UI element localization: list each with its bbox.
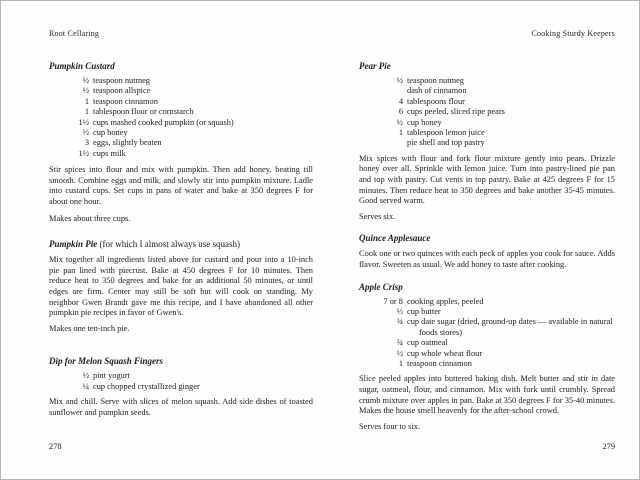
ingredient-quantity: 6 — [398, 107, 403, 117]
ingredient-row — [63, 107, 313, 117]
ingredient-row — [373, 297, 615, 307]
page-number-right: 279 — [602, 442, 615, 451]
recipe-title — [49, 61, 313, 72]
ingredient-list — [63, 371, 313, 392]
ingredient-quantity: 7 or 8 — [383, 296, 403, 306]
recipe-title — [359, 233, 615, 244]
ingredient-list — [373, 76, 615, 149]
ingredient-name: teaspoon nutmeg — [407, 76, 464, 85]
ingredient-row — [373, 86, 615, 96]
ingredient-row — [373, 307, 615, 317]
ingredient-list — [373, 297, 615, 370]
ingredient-quantity: 3 — [84, 138, 89, 148]
recipe-title — [49, 239, 313, 250]
ingredient-quantity: ½ — [82, 86, 89, 96]
ingredient-name: cups peeled, sliced ripe pears — [407, 107, 505, 117]
ingredient-name: teaspoon cinnamon — [407, 359, 472, 369]
recipe-apple-crisp — [359, 282, 615, 433]
recipe-pear-pie — [359, 61, 615, 222]
ingredient-quantity — [373, 86, 403, 96]
ingredient-row — [373, 349, 615, 359]
ingredient-name: teaspoon allspice — [93, 86, 151, 96]
ingredient-row — [63, 97, 313, 107]
ingredient-row — [63, 382, 313, 392]
ingredient-name: tablespoon flour or cornstarch — [93, 107, 194, 117]
ingredient-row — [373, 76, 615, 86]
recipe-quince-applesauce — [359, 233, 615, 270]
recipe-dip-melon-squash — [49, 356, 313, 418]
ingredient-name: cup chopped crystallized ginger — [93, 381, 200, 391]
ingredient-name: pint yogurt — [93, 371, 130, 381]
ingredient-quantity: ¼ — [82, 381, 89, 391]
ingredient-quantity: ¾ — [396, 338, 403, 348]
ingredient-name: cup whole wheat flour — [407, 348, 483, 358]
ingredient-row — [63, 149, 313, 159]
ingredient-row — [373, 128, 615, 138]
ingredient-row — [373, 317, 615, 338]
ingredient-quantity: ½ — [396, 76, 403, 85]
ingredient-name: tablespoons flour — [407, 96, 465, 106]
ingredient-name: cup oatmeal — [407, 338, 448, 348]
ingredient-quantity: 4 — [398, 96, 403, 106]
ingredient-list — [63, 76, 313, 159]
running-head-right: Cooking Sturdy Keepers — [531, 29, 615, 38]
page-number-left: 278 — [49, 442, 62, 451]
ingredient-quantity: 1 — [84, 96, 89, 106]
recipe-title-text: Pumpkin Custard — [49, 61, 115, 71]
page-right — [359, 29, 615, 432]
ingredient-name: cup butter — [407, 307, 441, 316]
recipe-title-text: Quince Applesauce — [359, 233, 431, 244]
recipe-title — [359, 282, 615, 293]
ingredient-quantity: ½ — [82, 371, 89, 381]
ingredient-row — [63, 138, 313, 148]
ingredient-name: cups milk — [93, 148, 126, 158]
ingredient-quantity — [373, 138, 403, 148]
recipe-title-text: Dip for Melon Squash Fingers — [49, 356, 164, 367]
recipe-directions: Cook one or two quinces with each peck of apples you cook for sauce. Adds flavor. Sweeten as usual. We add honey to taste after cooking. — [359, 249, 615, 269]
ingredient-quantity: ⅓ — [396, 307, 403, 316]
ingredient-row — [373, 118, 615, 128]
ingredient-name: dash of cinnamon — [407, 86, 467, 96]
ingredient-row — [63, 76, 313, 86]
ingredient-quantity: 1½ — [78, 148, 89, 158]
ingredient-quantity: ½ — [82, 128, 89, 138]
ingredient-quantity: ¾ — [396, 317, 403, 327]
ingredient-name: teaspoon cinnamon — [93, 96, 158, 106]
recipe-yield: Makes one ten-inch pie. — [49, 323, 130, 333]
page-left — [49, 29, 313, 418]
ingredient-name: teaspoon nutmeg — [93, 76, 150, 85]
ingredient-name: cup honey — [93, 128, 128, 138]
recipe-title — [359, 61, 615, 72]
ingredient-name: cup date sugar (dried, ground-up dates — available in natural foods stores) — [407, 317, 613, 337]
ingredient-row — [373, 359, 615, 369]
recipe-yield: Makes about three cups. — [49, 213, 131, 223]
ingredient-row — [63, 128, 313, 138]
ingredient-quantity: ½ — [396, 117, 403, 127]
recipe-title-text: Apple Crisp — [359, 281, 403, 292]
ingredient-name: pie shell and top pastry — [407, 138, 485, 148]
ingredient-quantity: ½ — [396, 348, 403, 358]
ingredient-name: cups mashed cooked pumpkin (or squash) — [93, 117, 234, 127]
ingredient-quantity: 1 — [398, 359, 403, 369]
ingredient-row — [373, 338, 615, 348]
recipe-title — [49, 356, 313, 367]
recipe-title-note: (for which I almost always use squash) — [97, 239, 240, 250]
recipe-pumpkin-pie — [49, 239, 313, 334]
ingredient-row — [63, 86, 313, 96]
recipe-directions: Mix spices with flour and fork flour mixture gently into pears. Drizzle honey over all. Sprinkle with lemon juice. Turn into pastry-lined pie pan and top with pastry. Cut vents in top pastry. Bake at 425 degrees F for 15 minutes. Then reduce heat to 350 degrees and bake another 35-45 minutes. Good served warm. — [359, 153, 615, 206]
recipe-directions: Mix and chill. Serve with slices of melon squash. Add side dishes of toasted sunflower and pumpkin seeds. — [49, 397, 313, 417]
ingredient-name: eggs, slightly beaten — [93, 138, 162, 148]
ingredient-row — [63, 371, 313, 381]
recipe-yield: Serves four to six. — [359, 421, 420, 431]
ingredient-quantity: 1 — [398, 128, 403, 138]
running-head-left: Root Cellaring — [49, 29, 100, 38]
ingredient-quantity: ½ — [82, 76, 89, 85]
recipe-title-text: Pear Pie — [359, 61, 391, 71]
ingredient-row — [63, 118, 313, 128]
ingredient-row — [373, 138, 615, 148]
ingredient-name: tablespoon lemon juice — [407, 128, 485, 138]
recipe-directions: Mix together all ingredients listed above for custard and pour into a 10-inch pie pan lined with piecrust. Bake at 450 degrees F for 10 minutes. Then reduce heat to 350 degrees and bake for an additional 50 minutes, or until edges are firm. Center may still be soft but will cook on standing. My neighbor Gwen Brandt gave me this recipe, and I have abandoned all other pumpkin pie recipes in favor of Gwen's. — [49, 255, 313, 318]
ingredient-name: cooking apples, peeled — [407, 296, 484, 306]
ingredient-quantity: 1 — [84, 107, 89, 117]
ingredient-row — [373, 97, 615, 107]
recipe-title-text: Pumpkin Pie — [49, 239, 98, 250]
recipe-directions: Stir spices into flour and mix with pumpkin. Then add honey, beating till smooth. Combine eggs and milk, and slowly stir into pumpkin mixture. Ladle into custard cups. Set cups in pans of water and bake at 350 degrees F for about one hour. — [49, 165, 313, 207]
ingredient-row — [373, 107, 615, 117]
ingredient-quantity: 1½ — [78, 117, 89, 127]
ingredient-name: cup honey — [407, 117, 442, 127]
recipe-pumpkin-custard — [49, 61, 313, 224]
recipe-yield: Serves six. — [359, 211, 396, 221]
recipe-directions: Slice peeled apples into buttered baking dish. Melt butter and stir in date sugar, oatmeal, flour, and cinnamon. Mix with fork until crumbly. Spread crumb mixture over apples in pan. Bake at 350 degrees F for 35-40 minutes. Makes the house smell heavenly for the after-school crowd. — [359, 374, 615, 416]
